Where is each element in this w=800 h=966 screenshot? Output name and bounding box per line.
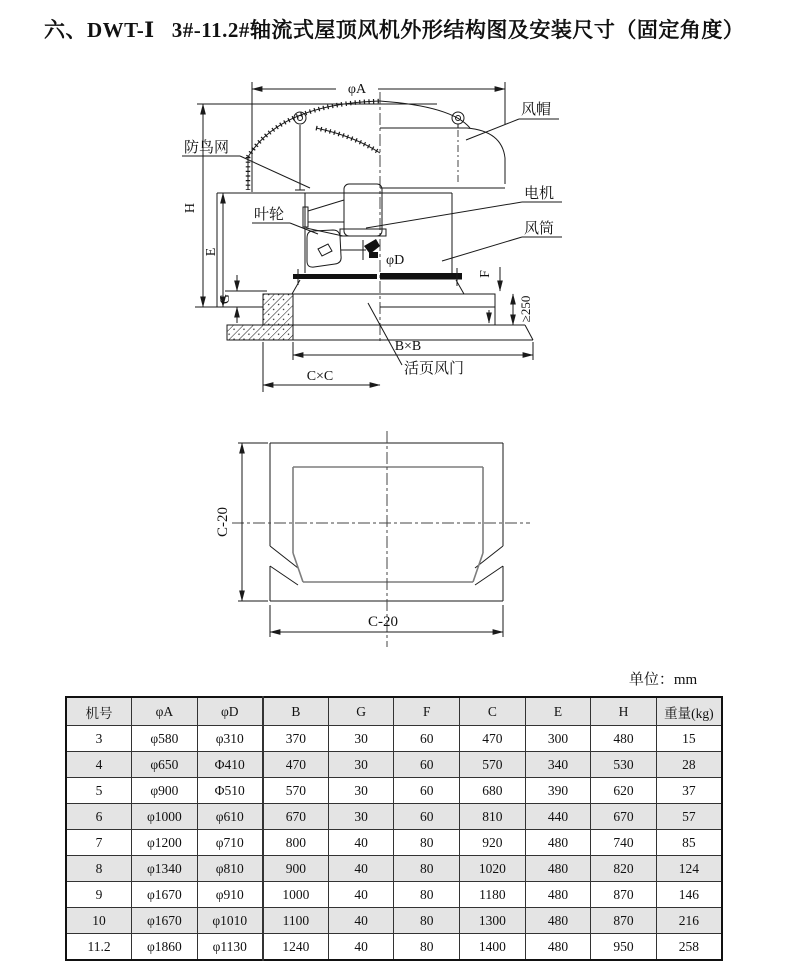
table-cell: 7 <box>66 830 132 856</box>
column-header: F <box>394 697 460 726</box>
table-cell: 340 <box>525 752 591 778</box>
spec-table-body <box>66 726 722 961</box>
bird-net-label: 防鸟网 <box>184 140 230 156</box>
dim-cxc <box>263 342 380 392</box>
table-cell: 820 <box>591 856 657 882</box>
dim-e-label: E <box>204 247 219 257</box>
table-cell: 37 <box>656 778 722 804</box>
table-cell: 480 <box>591 726 657 752</box>
dim-min250 <box>513 294 533 325</box>
table-cell: 1240 <box>263 934 329 961</box>
table-cell: 80 <box>394 830 460 856</box>
table-row <box>66 908 722 934</box>
dim-bxb-label: B×B <box>394 339 422 354</box>
table-cell: 1000 <box>263 882 329 908</box>
table-row <box>66 934 722 961</box>
wind-cap-outline <box>380 101 505 188</box>
table-cell: Φ410 <box>197 752 263 778</box>
table-cell: 216 <box>656 908 722 934</box>
table-cell: 30 <box>328 726 394 752</box>
table-cell: φ900 <box>132 778 198 804</box>
table-cell: φ1860 <box>132 934 198 961</box>
section-view <box>140 62 580 412</box>
table-cell: 258 <box>656 934 722 961</box>
column-header: C <box>460 697 526 726</box>
table-cell: 800 <box>263 830 329 856</box>
dim-g <box>195 275 267 323</box>
dim-f <box>478 267 500 291</box>
table-cell: 670 <box>591 804 657 830</box>
motor-label: 电机 <box>524 186 555 202</box>
column-header: H <box>591 697 657 726</box>
column-header: 重量(kg) <box>656 697 722 726</box>
table-cell: 60 <box>394 752 460 778</box>
table-cell: 40 <box>328 908 394 934</box>
table-cell: 6 <box>66 804 132 830</box>
table-cell: 4 <box>66 752 132 778</box>
column-header: φA <box>132 697 198 726</box>
table-cell: 530 <box>591 752 657 778</box>
page-title: 六、DWT-Ⅰ 3#-11.2#轴流式屋顶风机外形结构图及安装尺寸（固定角度） <box>44 18 745 42</box>
table-cell: 300 <box>525 726 591 752</box>
table-cell: 470 <box>460 726 526 752</box>
table-cell: 80 <box>394 908 460 934</box>
table-cell: 28 <box>656 752 722 778</box>
table-cell: 30 <box>328 778 394 804</box>
table-cell: 390 <box>525 778 591 804</box>
motor-outline <box>303 184 386 236</box>
dim-bxb <box>293 339 533 360</box>
table-row <box>66 856 722 882</box>
table-cell: 10 <box>66 908 132 934</box>
callout-wind-cap <box>466 101 559 140</box>
table-cell: 740 <box>591 830 657 856</box>
dim-h <box>183 104 203 307</box>
table-row <box>66 752 722 778</box>
plan-inner-outline <box>293 467 483 582</box>
wind-cap-label: 风帽 <box>521 102 552 118</box>
table-cell: 60 <box>394 778 460 804</box>
table-cell: 680 <box>460 778 526 804</box>
table-cell: Φ510 <box>197 778 263 804</box>
table-cell: 810 <box>460 804 526 830</box>
dim-min250-label: ≥250 <box>518 295 533 323</box>
wind-tube-outline <box>217 193 452 307</box>
damper-label: 活页风门 <box>404 361 465 377</box>
wind-tube-label: 风筒 <box>524 221 555 237</box>
table-cell: 146 <box>656 882 722 908</box>
table-cell: 950 <box>591 934 657 961</box>
dim-phi-a <box>252 82 505 192</box>
column-header: φD <box>197 697 263 726</box>
table-cell: 60 <box>394 726 460 752</box>
table-cell: 124 <box>656 856 722 882</box>
spec-table-head-row <box>66 697 722 726</box>
table-cell: 570 <box>460 752 526 778</box>
table-cell: 57 <box>656 804 722 830</box>
table-cell: 1020 <box>460 856 526 882</box>
table-cell: φ810 <box>197 856 263 882</box>
dim-g-label: G <box>218 293 233 305</box>
table-cell: φ1670 <box>132 882 198 908</box>
plan-view <box>180 425 580 655</box>
table-cell: 920 <box>460 830 526 856</box>
dim-c20-vertical <box>215 443 268 601</box>
table-cell: φ310 <box>197 726 263 752</box>
table-cell: 480 <box>525 830 591 856</box>
dim-phi-d-label: φD <box>386 253 405 268</box>
impeller-label: 叶轮 <box>254 207 285 223</box>
table-cell: 670 <box>263 804 329 830</box>
table-cell: 40 <box>328 934 394 961</box>
table-cell: 1300 <box>460 908 526 934</box>
dim-c20-horizontal-label: C-20 <box>368 614 398 630</box>
dim-cxc-label: C×C <box>306 369 334 384</box>
base-outline <box>293 294 495 325</box>
table-cell: 870 <box>591 882 657 908</box>
table-cell: φ1000 <box>132 804 198 830</box>
table-row <box>66 882 722 908</box>
table-cell: φ1340 <box>132 856 198 882</box>
table-cell: 85 <box>656 830 722 856</box>
table-cell: 1100 <box>263 908 329 934</box>
table-cell: 3 <box>66 726 132 752</box>
table-cell: φ710 <box>197 830 263 856</box>
dim-c20-vertical-label: C-20 <box>215 507 231 537</box>
table-cell: 900 <box>263 856 329 882</box>
spec-table <box>65 696 723 961</box>
table-cell: 570 <box>263 778 329 804</box>
table-cell: 80 <box>394 856 460 882</box>
table-cell: 30 <box>328 752 394 778</box>
table-cell: 80 <box>394 934 460 961</box>
table-cell: 1180 <box>460 882 526 908</box>
table-cell: 440 <box>525 804 591 830</box>
bird-net-mesh <box>248 101 380 190</box>
table-cell: 60 <box>394 804 460 830</box>
callout-wind-tube <box>442 220 562 261</box>
flange-outline <box>292 268 464 294</box>
table-cell: 470 <box>263 752 329 778</box>
table-row <box>66 726 722 752</box>
table-row <box>66 830 722 856</box>
table-row <box>66 778 722 804</box>
dim-f-label: F <box>478 270 493 278</box>
table-cell: 9 <box>66 882 132 908</box>
table-cell: 80 <box>394 882 460 908</box>
table-cell: φ580 <box>132 726 198 752</box>
table-cell: 8 <box>66 856 132 882</box>
table-cell: 480 <box>525 856 591 882</box>
dim-e <box>204 193 223 307</box>
table-cell: 40 <box>328 830 394 856</box>
table-cell: 30 <box>328 804 394 830</box>
column-header: E <box>525 697 591 726</box>
table-cell: φ1010 <box>197 908 263 934</box>
table-cell: 40 <box>328 856 394 882</box>
table-cell: φ1130 <box>197 934 263 961</box>
table-cell: 480 <box>525 882 591 908</box>
dim-phi-a-label: φA <box>347 82 367 97</box>
table-cell: 1400 <box>460 934 526 961</box>
table-cell: 370 <box>263 726 329 752</box>
column-header: G <box>328 697 394 726</box>
table-cell: 480 <box>525 908 591 934</box>
table-cell: 11.2 <box>66 934 132 961</box>
table-cell: φ1670 <box>132 908 198 934</box>
table-cell: 620 <box>591 778 657 804</box>
table-cell: φ1200 <box>132 830 198 856</box>
column-header: 机号 <box>66 697 132 726</box>
table-row <box>66 804 722 830</box>
table-cell: φ610 <box>197 804 263 830</box>
dim-h-label: H <box>183 202 198 214</box>
table-cell: φ910 <box>197 882 263 908</box>
table-cell: 5 <box>66 778 132 804</box>
table-cell: 480 <box>525 934 591 961</box>
table-cell: 15 <box>656 726 722 752</box>
column-header: B <box>263 697 329 726</box>
table-cell: φ650 <box>132 752 198 778</box>
table-cell: 40 <box>328 882 394 908</box>
table-cell: 870 <box>591 908 657 934</box>
unit-label: 单位：mm <box>628 672 698 688</box>
